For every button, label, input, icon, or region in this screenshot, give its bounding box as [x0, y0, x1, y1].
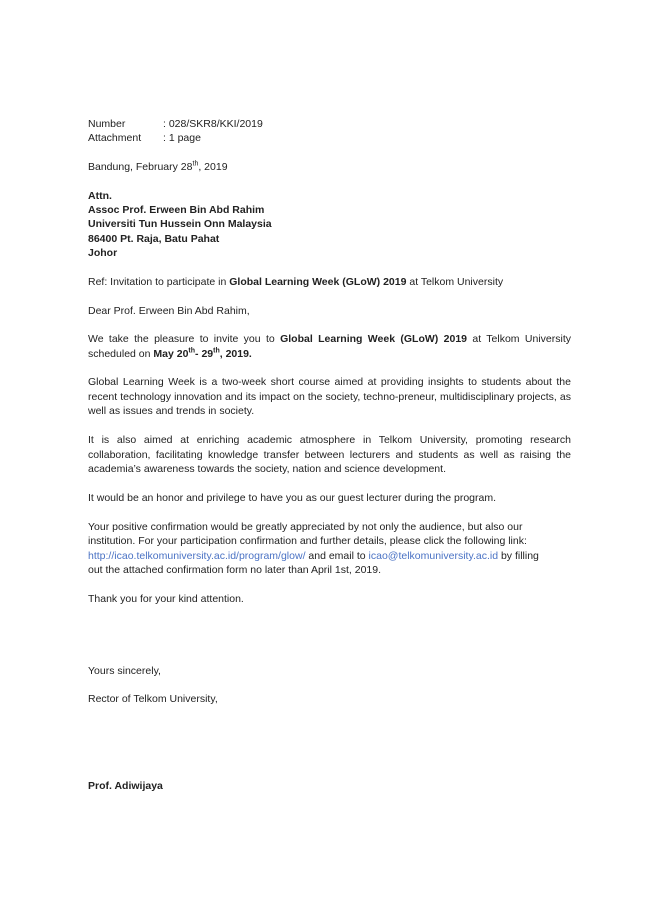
reference-line — [88, 275, 503, 290]
ref-prefix: Ref: Invitation to participate in — [88, 276, 230, 288]
ref-event: Global Learning Week (GLoW) 2019 — [229, 276, 407, 288]
ref-suffix: at Telkom University — [406, 276, 504, 288]
letter-date — [88, 160, 228, 175]
date-end-sup: th — [213, 347, 220, 355]
email-connector: and email to — [305, 550, 369, 562]
after-email: by filling — [498, 550, 539, 562]
recipient-name: Assoc Prof. Erween Bin Abd Rahim — [88, 204, 265, 216]
date-sup: th — [192, 160, 199, 168]
confirmation-line-4: out the attached confirmation form no later than April 1st, 2019. — [88, 564, 382, 576]
confirmation-line-2: institution. For your participation confirmation and further details, please click the following link: — [88, 535, 527, 547]
description-paragraph: Global Learning Week is a two-week short course aimed at providing insights to students about the recent technology innovation and its impact on the society, techno-preneur, multidisciplinary projects, as well as issues and trends in society. — [88, 376, 571, 418]
recipient-institution: Universiti Tun Hussein Onn Malaysia — [88, 218, 272, 230]
date-start-sup: th — [188, 347, 196, 355]
p1-text-b: at Telkom University scheduled on — [88, 333, 571, 360]
event-dates — [153, 348, 251, 360]
date-end: , 2019. — [219, 347, 252, 360]
p1-event: Global Learning Week (GLoW) 2019 — [280, 333, 468, 345]
confirmation-line-1: Your positive confirmation would be greatly appreciated by not only the audience, but also our — [88, 521, 523, 533]
number-value: : 028/SKR8/KKI/2019 — [163, 118, 263, 130]
signatory-name: Prof. Adiwijaya — [88, 780, 163, 792]
date-mid: - 29 — [195, 347, 214, 360]
date-suffix: , 2019 — [198, 161, 228, 173]
date-prefix: Bandung, February 28 — [88, 161, 193, 173]
p1-text-a: We take the pleasure to invite you to — [88, 333, 281, 345]
closing-line: Yours sincerely, — [88, 665, 161, 677]
number-label: Number — [88, 118, 126, 130]
aims-paragraph: It is also aimed at enriching academic atmosphere in Telkom University, promoting research collaboration, facilitating knowledge transfer between lecturers and students as well as raising the academia’s awareness towards the society, nation and science development. — [88, 434, 571, 476]
honor-paragraph: It would be an honor and privilege to have you as our guest lecturer during the program. — [88, 492, 496, 504]
attn-label: Attn. — [88, 190, 112, 202]
salutation: Dear Prof. Erween Bin Abd Rahim, — [88, 305, 250, 317]
attachment-value: : 1 page — [163, 132, 201, 144]
recipient-state: Johor — [88, 247, 118, 259]
email-link[interactable]: icao@telkomuniversity.ac.id — [368, 550, 499, 562]
date-start: May 20 — [153, 347, 189, 360]
signatory-title: Rector of Telkom University, — [88, 693, 218, 705]
thanks-line: Thank you for your kind attention. — [88, 593, 244, 605]
confirmation-line-3 — [88, 549, 539, 564]
program-link[interactable]: http://icao.telkomuniversity.ac.id/program/glow/ — [88, 550, 306, 562]
recipient-address: 86400 Pt. Raja, Batu Pahat — [88, 233, 220, 245]
invitation-paragraph — [88, 332, 571, 361]
attachment-label: Attachment — [88, 132, 142, 144]
